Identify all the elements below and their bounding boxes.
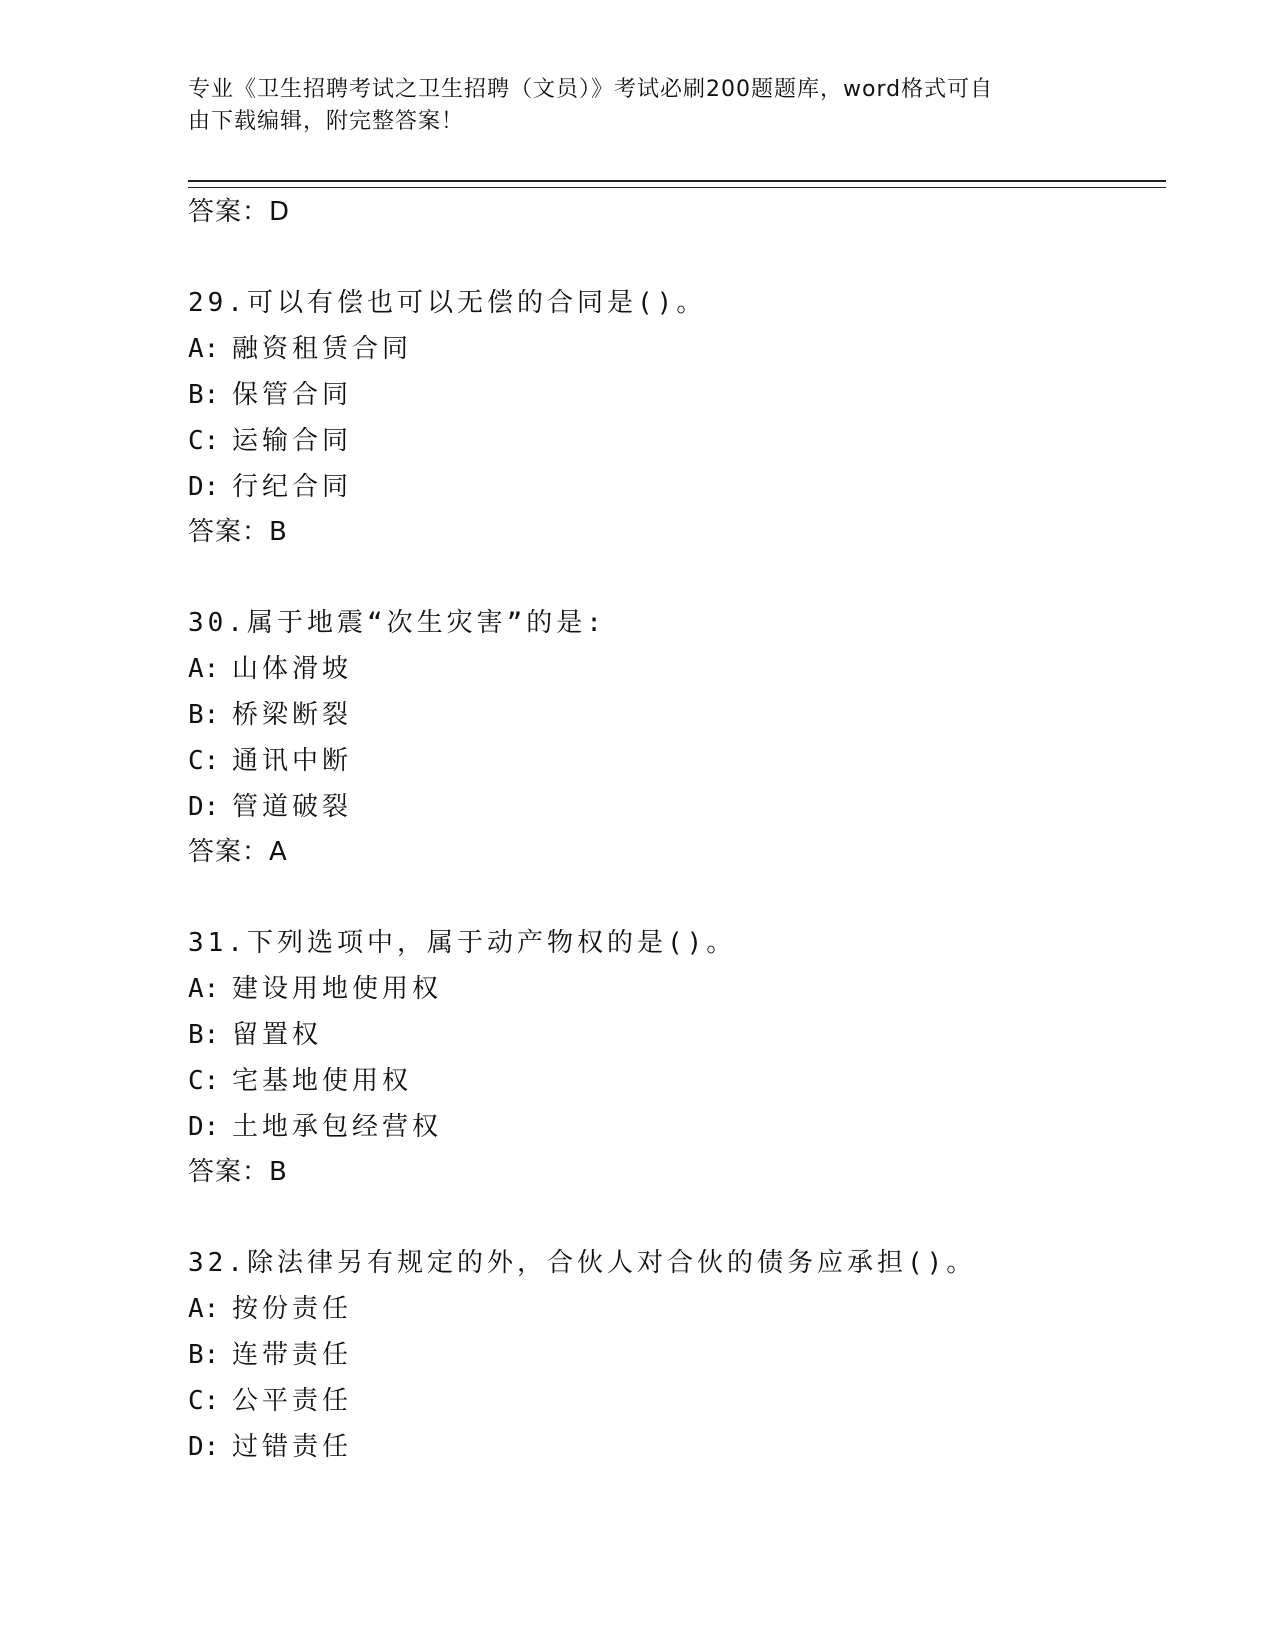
header-line-2: 由下载编辑，附完整答案！ [188,109,465,134]
option-key: D: [188,472,220,502]
option-key: B: [188,380,220,410]
option-key: C: [188,1066,220,1096]
question-stem: 29.可以有偿也可以无偿的合同是()。 [188,288,707,318]
page-header [188,74,1068,138]
question-29 [188,280,1168,554]
option-key: D: [188,792,220,822]
option-key: B: [188,1340,220,1370]
question-31 [188,920,1168,1194]
option-text: 行纪合同 [232,472,353,502]
option-key: A: [188,654,220,684]
option-d [188,784,1168,830]
option-key: C: [188,746,220,776]
option-key: B: [188,1020,220,1050]
option-d [188,1104,1168,1150]
option-a [188,966,1168,1012]
option-d [188,464,1168,510]
answer-line: 答案：A [188,837,288,867]
answer-line: 答案：B [188,517,288,547]
option-text: 山体滑坡 [232,654,353,684]
option-b [188,1332,1168,1378]
option-c [188,418,1168,464]
option-key: B: [188,700,220,730]
option-c [188,738,1168,784]
option-key: C: [188,1386,220,1416]
option-text: 土地承包经营权 [232,1112,443,1142]
option-b [188,1012,1168,1058]
option-key: A: [188,974,220,1004]
answer-line: 答案：B [188,1157,288,1187]
option-a [188,646,1168,692]
option-key: D: [188,1432,220,1462]
option-b [188,372,1168,418]
option-text: 管道破裂 [232,792,353,822]
option-text: 过错责任 [232,1432,353,1462]
option-key: A: [188,1294,220,1324]
option-text: 运输合同 [232,426,353,456]
option-c [188,1058,1168,1104]
question-30 [188,600,1168,874]
option-text: 连带责任 [232,1340,353,1370]
question-stem: 31.下列选项中，属于动产物权的是()。 [188,928,737,958]
option-text: 按份责任 [232,1294,353,1324]
option-text: 通讯中断 [232,746,353,776]
option-c [188,1378,1168,1424]
option-text: 融资租赁合同 [232,334,413,364]
document-body [188,190,1168,1470]
option-a [188,1286,1168,1332]
question-stem: 30.属于地震“次生灾害”的是: [188,608,606,638]
header-divider [188,180,1166,188]
option-text: 公平责任 [232,1386,353,1416]
option-key: C: [188,426,220,456]
option-text: 桥梁断裂 [232,700,353,730]
question-stem: 32.除法律另有规定的外，合伙人对合伙的债务应承担()。 [188,1248,977,1278]
option-d [188,1424,1168,1470]
header-line-1: 专业《卫生招聘考试之卫生招聘（文员）》考试必刷200题题库，word格式可自 [188,77,994,102]
option-text: 保管合同 [232,380,353,410]
option-text: 留置权 [232,1020,323,1050]
option-text: 宅基地使用权 [232,1066,413,1096]
answer-line: 答案：D [188,197,291,227]
option-b [188,692,1168,738]
option-key: D: [188,1112,220,1142]
option-text: 建设用地使用权 [232,974,443,1004]
question-32 [188,1240,1168,1470]
option-a [188,326,1168,372]
option-key: A: [188,334,220,364]
